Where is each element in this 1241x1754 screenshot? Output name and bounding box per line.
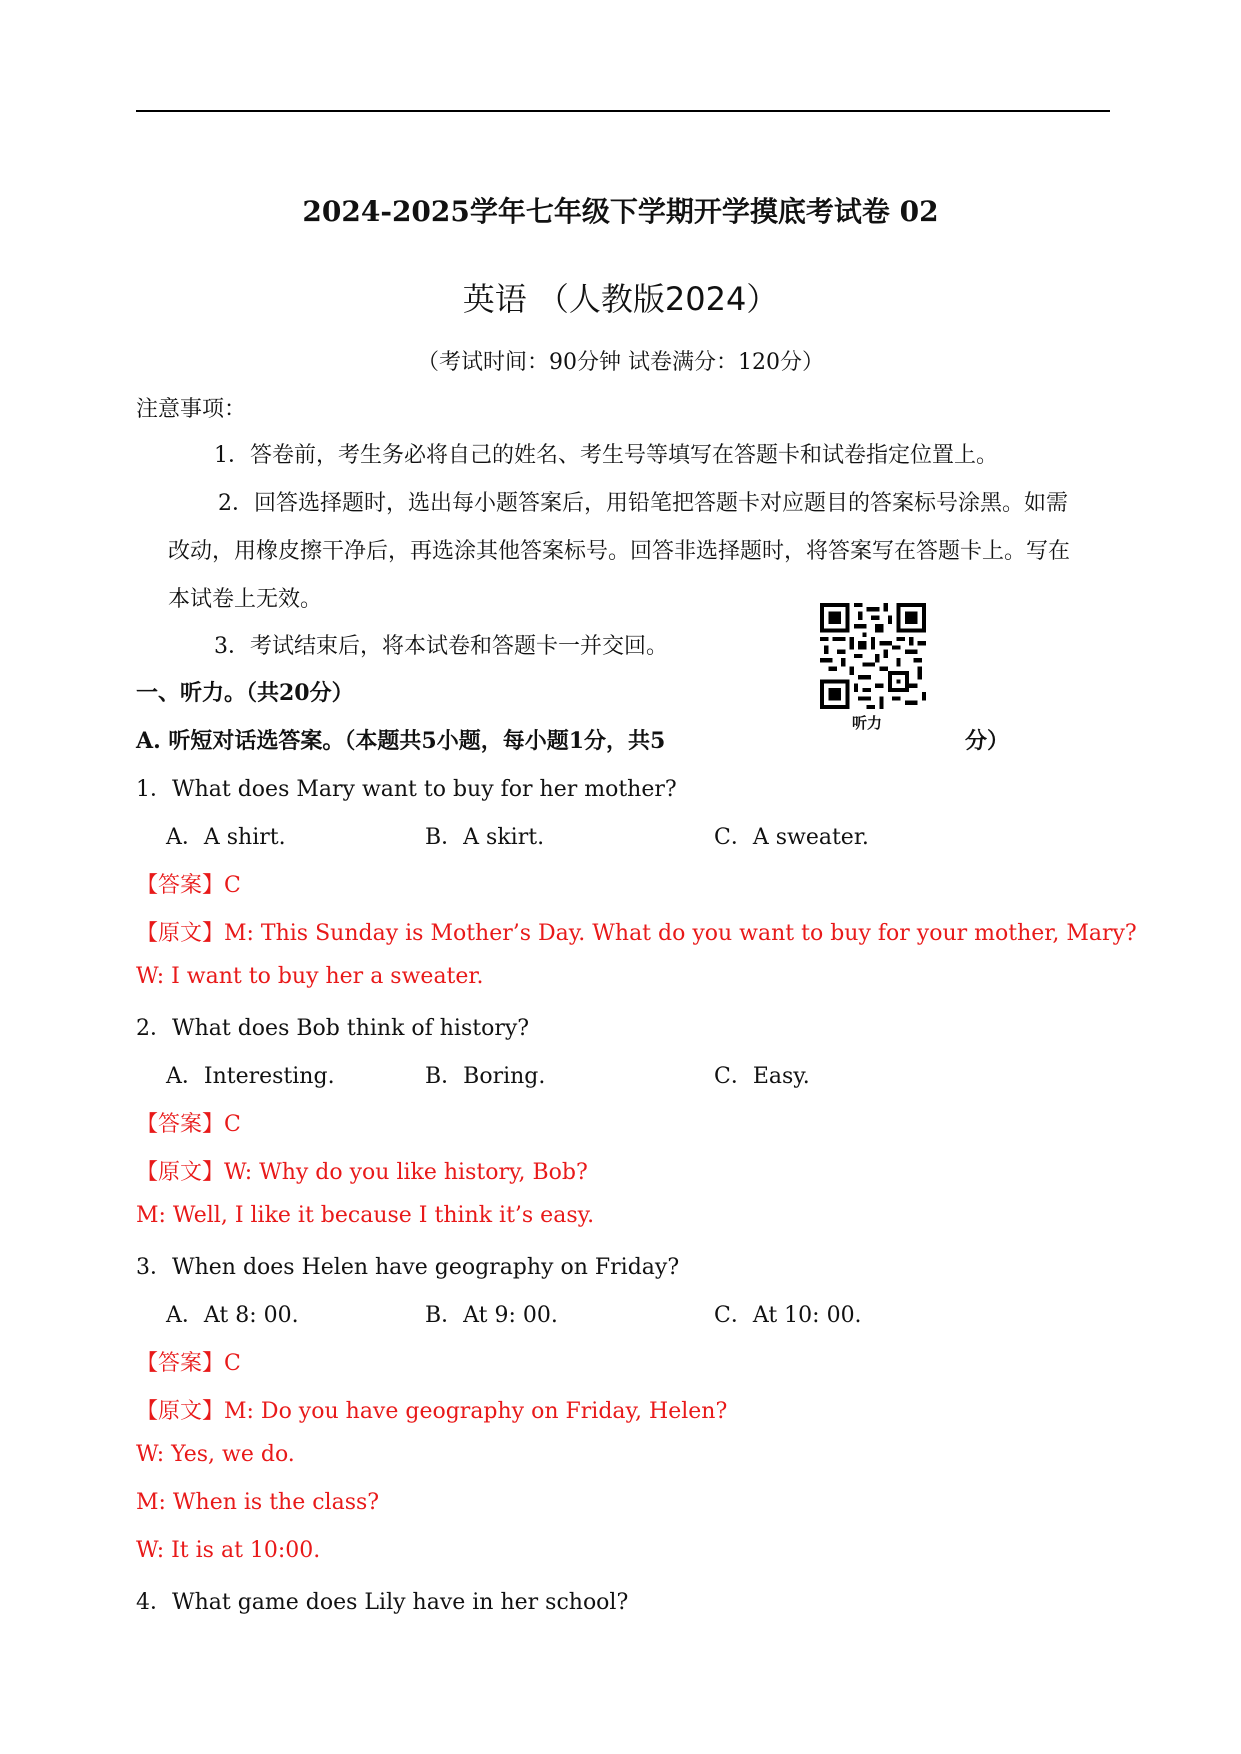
notice-item-2-line-2: 改动，用橡皮擦干净后，再选涂其他答案标号。回答非选择题时，将答案写在答题卡上。写在	[168, 539, 1071, 564]
question-2-transcript-line: 【原文】W: Why do you like history, Bob?	[136, 1160, 588, 1185]
notice-heading: 注意事项：	[136, 397, 247, 422]
exam-info: （考试时间：90分钟 试卷满分：120分）	[417, 350, 824, 375]
question-1-transcript-line: W: I want to buy her a sweater.	[136, 964, 484, 989]
header-rule	[136, 110, 1110, 112]
question-1-transcript-line: 【原文】M: This Sunday is Mother’s Day. What do you want to buy for your mother, Mary?	[136, 921, 1137, 946]
question-3-stem: 3．When does Helen have geography on Friday?	[136, 1255, 680, 1280]
notice-item-1: 1．答卷前，考生务必将自己的姓名、考生号等填写在答题卡和试卷指定位置上。	[214, 443, 998, 468]
question-3-option-b: B．At 9: 00.	[425, 1303, 558, 1328]
question-3-transcript-line: M: When is the class?	[136, 1490, 380, 1515]
exam-title: 2024-2025学年七年级下学期开学摸底考试卷 02	[302, 195, 939, 228]
question-1-stem: 1．What does Mary want to buy for her mother?	[136, 777, 677, 802]
question-2-answer: 【答案】C	[136, 1112, 241, 1137]
exam-subtitle: 英语 （人教版2024）	[462, 280, 779, 318]
part-a-instruction-end: 分）	[965, 728, 1010, 754]
section-heading-listening: 一、听力。（共20分）	[136, 680, 354, 706]
question-3-transcript-line: 【原文】M: Do you have geography on Friday, Helen?	[136, 1399, 728, 1424]
question-3-transcript-line: W: It is at 10:00.	[136, 1538, 321, 1563]
qr-code-icon	[820, 603, 926, 709]
qr-code-label: 听力	[852, 714, 883, 732]
notice-item-2-line-3: 本试卷上无效。	[168, 587, 323, 612]
question-2-option-c: C．Easy.	[714, 1064, 810, 1089]
question-2-stem: 2．What does Bob think of history?	[136, 1016, 530, 1041]
question-2-option-a: A．Interesting.	[166, 1064, 335, 1089]
question-2-option-b: B．Boring.	[425, 1064, 546, 1089]
question-3-transcript-line: W: Yes, we do.	[136, 1442, 295, 1467]
notice-item-2-line-1: 2．回答选择题时，选出每小题答案后，用铅笔把答题卡对应题目的答案标号涂黑。如需	[218, 491, 1068, 516]
question-1-answer: 【答案】C	[136, 873, 241, 898]
question-3-option-a: A．At 8: 00.	[166, 1303, 299, 1328]
question-2-transcript-line: M: Well, I like it because I think it’s easy.	[136, 1203, 595, 1228]
question-4-stem: 4．What game does Lily have in her school?	[136, 1590, 629, 1615]
question-3-answer: 【答案】C	[136, 1351, 241, 1376]
part-a-instruction: A. 听短对话选答案。（本题共5小题，每小题1分，共5	[136, 728, 666, 754]
question-3-option-c: C．At 10: 00.	[714, 1303, 862, 1328]
notice-item-3: 3．考试结束后，将本试卷和答题卡一并交回。	[214, 634, 668, 659]
question-1-option-c: C．A sweater.	[714, 825, 869, 850]
question-1-option-a: A．A shirt.	[166, 825, 286, 850]
question-1-option-b: B．A skirt.	[425, 825, 545, 850]
